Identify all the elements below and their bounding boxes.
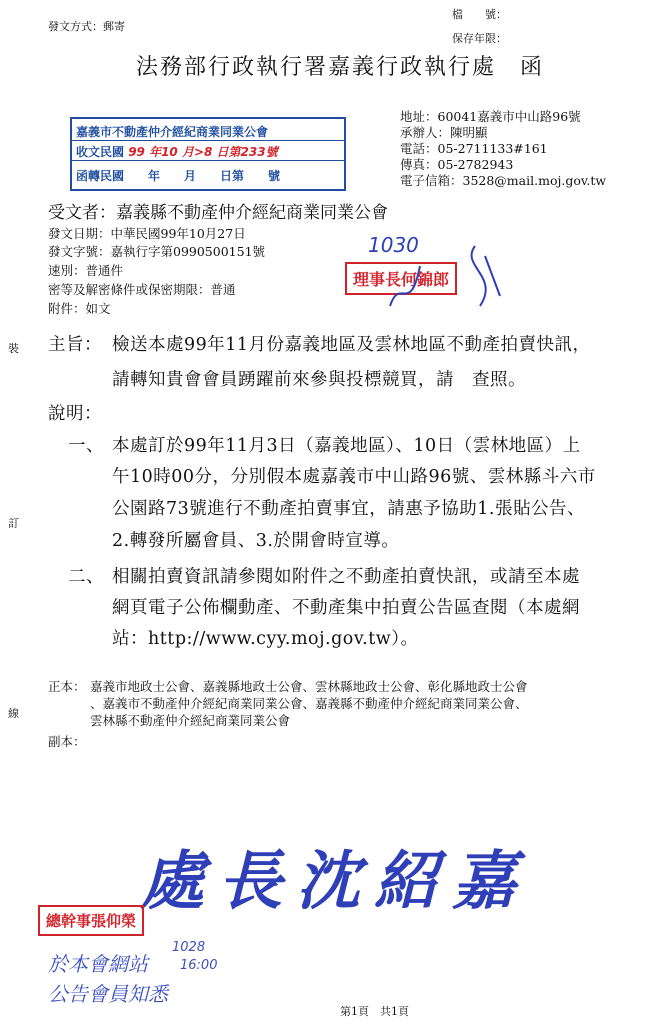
- handwritten-note-line-2: 公告會員知悉: [48, 982, 168, 1006]
- handwritten-note-date: 1028: [172, 940, 206, 955]
- send-method: 發文方式：郵寄: [48, 20, 125, 33]
- recipient: 受文者：嘉義縣不動產仲介經紀商業同業公會: [48, 203, 388, 223]
- retention-period: 保存年限：: [452, 32, 507, 45]
- file-number: 檔 號：: [452, 8, 507, 21]
- receipt-received-prefix: 收文民國: [76, 145, 125, 159]
- copy-recipients-label: 副本：: [48, 734, 86, 749]
- handwritten-scribble: [380, 236, 510, 326]
- contact-officer: 承辦人：陳明顯: [400, 125, 488, 140]
- contact-address: 地址：60041嘉義市中山路96號: [400, 109, 581, 124]
- item-1-line-4: 2.轉發所屬會員、3.於開會時宣導。: [112, 531, 400, 551]
- issue-date: 發文日期：中華民國99年10月27日: [48, 226, 246, 241]
- main-recipients-label: 正本：: [48, 679, 86, 694]
- item-2-line-2: 網頁電子公佈欄動產、不動產集中拍賣公告區查閱（本處網: [112, 598, 580, 618]
- item-2-line-3: 站：http://www.cyy.moj.gov.tw）。: [112, 629, 419, 649]
- page-footer: 第1頁 共1頁: [340, 1005, 409, 1018]
- subject-label: 主旨：: [48, 335, 102, 355]
- subject-line-1: 檢送本處99年11月份嘉義地區及雲林地區不動產拍賣快訊，: [112, 335, 591, 355]
- item-2-line-1: 相關拍賣資訊請參閱如附件之不動產拍賣快訊，或請至本處: [112, 567, 580, 587]
- contact-email: 電子信箱：3528@mail.moj.gov.tw: [400, 173, 607, 188]
- main-recipients-line-1: 嘉義市地政士公會、嘉義縣地政士公會、雲林縣地政士公會、彰化縣地政士公會: [90, 679, 528, 694]
- document-number: 發文字號：嘉執行字第0990500151號: [48, 244, 266, 259]
- document-title: 法務部行政執行署嘉義行政執行處 函: [136, 55, 545, 80]
- attachment: 附件：如文: [48, 301, 111, 316]
- contact-fax: 傳真：05-2782943: [400, 157, 514, 172]
- item-1-line-3: 公園路73號進行不動產拍賣事宜，請惠予協助1.張貼公告、: [112, 499, 585, 519]
- handwritten-note-line-1: 於本會網站: [48, 952, 148, 976]
- main-recipients-line-3: 雲林縣不動產仲介經紀商業同業公會: [90, 713, 291, 728]
- receipt-received-values: 99 年10 月>8 日第233號: [128, 145, 278, 159]
- margin-mark-line: 線: [8, 707, 19, 720]
- director-signature: 處長沈紹嘉: [140, 844, 530, 919]
- secretary-stamp: 總幹事張仰榮: [38, 905, 144, 936]
- chairman-stamp: 理事長何錦郎: [345, 262, 457, 295]
- item-1-line-1: 本處訂於99年11月3日（嘉義地區）、10日（雲林地區）上: [112, 436, 581, 456]
- receipt-stamp-received: [72, 143, 344, 161]
- margin-mark-bind: 裝: [8, 342, 19, 355]
- receipt-stamp-forward: 函轉民國 年 月 日第 號: [76, 169, 281, 183]
- speed-class: 速別：普通件: [48, 263, 124, 278]
- subject-line-2: 請轉知貴會會員踴躍前來參與投標競買，請 查照。: [112, 370, 526, 390]
- item-2-label: 二、: [68, 567, 104, 587]
- item-1-label: 一、: [68, 436, 104, 456]
- margin-mark-staple: 訂: [8, 517, 19, 530]
- contact-phone: 電話：05-2711133#161: [400, 141, 548, 156]
- explain-label: 說明：: [48, 404, 102, 424]
- handwritten-note-time: 16:00: [180, 958, 218, 973]
- handwritten-date-note: 1030: [368, 233, 419, 257]
- main-recipients-line-2: 、嘉義市不動產仲介經紀商業同業公會、嘉義縣不動產仲介經紀商業同業公會、: [90, 696, 528, 711]
- item-1-line-2: 午10時00分，分別假本處嘉義市中山路96號、雲林縣斗六市: [112, 467, 596, 487]
- receipt-stamp: [70, 117, 346, 191]
- receipt-stamp-org: 嘉義市不動產仲介經紀商業同業公會: [72, 123, 344, 141]
- security-class: 密等及解密條件或保密期限：普通: [48, 282, 236, 297]
